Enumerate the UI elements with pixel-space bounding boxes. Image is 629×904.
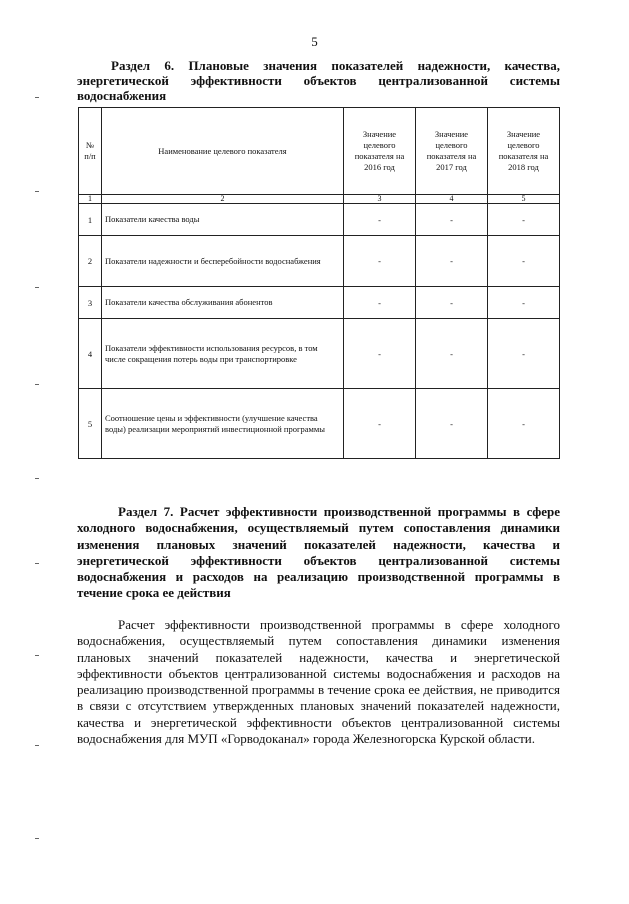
row-value-2018: - <box>488 204 560 236</box>
page-number: 5 <box>311 34 318 49</box>
header-2016: Значение целевого показателя на 2016 год <box>344 108 416 195</box>
section-7-paragraph: Расчет эффективности производственной программы в сфере холодного водоснабжения, осуществляемый путем сопоставления динамики изменения плановых значений показателей надежности, качества и энергетической эффективности объектов централизованной системы водоснабжения и расходов на реализацию производственной программы в течение срока ее действия, не приводится в связи с отсутствием утвержденных плановых значений показателей надежности, качества и энергетической эффективности объектов централизованной системы водоснабжения для МУП «Горводоканал» города Железногорска Курской области. <box>77 617 560 747</box>
row-name: Показатели качества обслуживания абонентов <box>102 287 344 319</box>
row-value-2018: - <box>488 389 560 459</box>
table-row <box>79 204 560 236</box>
header-num: № п/п <box>79 108 102 195</box>
section-6-title: Раздел 6. Плановые значения показателей надежности, качества, энергетической эффективности объектов централизованной системы водоснабжения <box>77 58 560 103</box>
row-value-2016: - <box>344 236 416 287</box>
scan-mark <box>35 478 39 479</box>
row-value-2017: - <box>416 204 488 236</box>
table-row <box>79 389 560 459</box>
row-num: 3 <box>79 287 102 319</box>
row-value-2017: - <box>416 319 488 389</box>
row-num: 5 <box>79 389 102 459</box>
row-value-2017: - <box>416 389 488 459</box>
column-index: 2 <box>102 195 344 204</box>
row-value-2018: - <box>488 319 560 389</box>
column-index: 4 <box>416 195 488 204</box>
row-value-2018: - <box>488 236 560 287</box>
column-index: 3 <box>344 195 416 204</box>
row-value-2017: - <box>416 236 488 287</box>
section-7-title: Раздел 7. Расчет эффективности производственной программы в сфере холодного водоснабжения, осуществляемый путем сопоставления динамики изменения плановых значений показателей надежности, качества и энергетической эффективности объектов централизованной системы водоснабжения и расходов на реализацию производственной программы в течение срока ее действия <box>77 504 560 601</box>
row-num: 4 <box>79 319 102 389</box>
table-row <box>79 236 560 287</box>
row-num: 2 <box>79 236 102 287</box>
targets-table <box>78 107 560 459</box>
column-index-row <box>79 195 560 204</box>
row-num: 1 <box>79 204 102 236</box>
row-value-2016: - <box>344 204 416 236</box>
column-index: 1 <box>79 195 102 204</box>
row-value-2016: - <box>344 287 416 319</box>
row-name: Показатели качества воды <box>102 204 344 236</box>
table-header-row <box>79 108 560 195</box>
scan-mark <box>35 191 39 192</box>
scan-mark <box>35 563 39 564</box>
scan-mark <box>35 745 39 746</box>
row-value-2017: - <box>416 287 488 319</box>
header-name: Наименование целевого показателя <box>102 108 344 195</box>
header-2017: Значение целевого показателя на 2017 год <box>416 108 488 195</box>
header-2018: Значение целевого показателя на 2018 год <box>488 108 560 195</box>
row-name: Показатели эффективности использования ресурсов, в том числе сокращения потерь воды при транспортировке <box>102 319 344 389</box>
scan-mark <box>35 97 39 98</box>
table-row <box>79 287 560 319</box>
row-name: Показатели надежности и бесперебойности водоснабжения <box>102 236 344 287</box>
table-row <box>79 319 560 389</box>
scan-mark <box>35 838 39 839</box>
row-name: Соотношение цены и эффективности (улучшение качества воды) реализации мероприятий инвестиционной программы <box>102 389 344 459</box>
scan-mark <box>35 287 39 288</box>
row-value-2018: - <box>488 287 560 319</box>
scan-mark <box>35 384 39 385</box>
row-value-2016: - <box>344 389 416 459</box>
row-value-2016: - <box>344 319 416 389</box>
scan-mark <box>35 655 39 656</box>
column-index: 5 <box>488 195 560 204</box>
